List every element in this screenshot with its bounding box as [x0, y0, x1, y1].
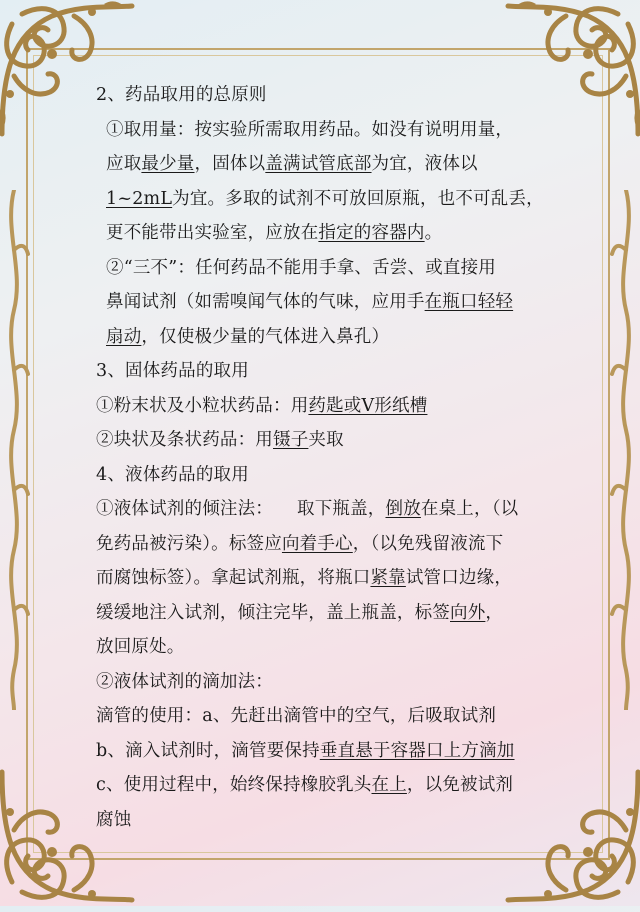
paragraph-line: ②“三不”：任何药品不能用手拿、舌尝、或直接用	[106, 257, 496, 278]
underlined-keyword: 紧靠	[370, 568, 406, 588]
underlined-keyword: 最少量	[141, 154, 195, 174]
underlined-keyword: 药匙或V形纸槽	[308, 395, 428, 416]
side-vine-ornament-icon	[610, 190, 640, 710]
paragraph-line: 腐蚀	[96, 809, 132, 830]
underlined-keyword: 垂直悬于容器口上方滴加	[319, 740, 515, 761]
paragraph-line: 免药品被污染）。标签应向着手心，（以免残留液流下	[96, 533, 504, 554]
section-heading: 4、液体药品的取用	[96, 464, 249, 485]
section-heading: 3、固体药品的取用	[96, 361, 249, 381]
paragraph-line: 更不能带出实验室，应放在指定的容器内。	[106, 223, 443, 243]
paragraph-line: b、滴入试剂时，滴管要保持垂直悬于容器口上方滴加	[96, 740, 515, 761]
paragraph-line: 鼻闻试剂（如需嗅闻气体的气味，应用手在瓶口轻轻	[106, 292, 514, 312]
underlined-keyword: 盖满试管底部	[265, 154, 372, 174]
paragraph-line: ①液体试剂的倾注法： 取下瓶盖，倒放在桌上，（以	[96, 499, 519, 519]
paragraph-line: 应取最少量，固体以盖满试管底部为宜，液体以	[106, 154, 478, 174]
paragraph-line: c、使用过程中，始终保持橡胶乳头在上，以免被试剂	[96, 775, 514, 795]
underlined-keyword: 1~2mL	[106, 188, 173, 209]
side-vine-ornament-icon	[0, 190, 30, 710]
paragraph-line: ①取用量：按实验所需取用药品。如没有说明用量，	[106, 119, 514, 140]
underlined-keyword: 镊子	[273, 430, 309, 450]
paragraph-line: 而腐蚀标签）。拿起试剂瓶，将瓶口紧靠试管口边缘，	[96, 568, 513, 588]
underlined-keyword: 倒放	[385, 499, 421, 519]
underlined-keyword: 在瓶口轻轻	[424, 292, 514, 312]
section-heading: 2、药品取用的总原则	[96, 85, 267, 105]
paragraph-line: 缓缓地注入试剂，倾注完毕，盖上瓶盖，标签向外，	[96, 602, 504, 623]
paragraph-line: 1~2mL为宜。多取的试剂不可放回原瓶，也不可乱丢，	[106, 188, 544, 209]
paragraph-line: 扇动，仅使极少量的气体进入鼻孔）	[106, 326, 390, 347]
underlined-keyword: 向外	[450, 602, 486, 623]
paragraph-line: ②液体试剂的滴加法：	[96, 671, 273, 692]
underlined-keyword: 向着手心	[281, 533, 353, 554]
paragraph-line: ①粉末状及小粒状药品：用药匙或V形纸槽	[96, 395, 428, 416]
paragraph-line: ②块状及条状药品：用镊子夹取	[96, 430, 344, 450]
underlined-keyword: 扇动	[106, 326, 142, 347]
document-body	[96, 78, 566, 837]
underlined-keyword: 在上	[371, 775, 407, 795]
paragraph-line: 滴管的使用：a、先赶出滴管中的空气，后吸取试剂	[96, 706, 497, 726]
paragraph-line: 放回原处。	[96, 637, 185, 657]
underlined-keyword: 指定的容器内	[318, 223, 425, 243]
